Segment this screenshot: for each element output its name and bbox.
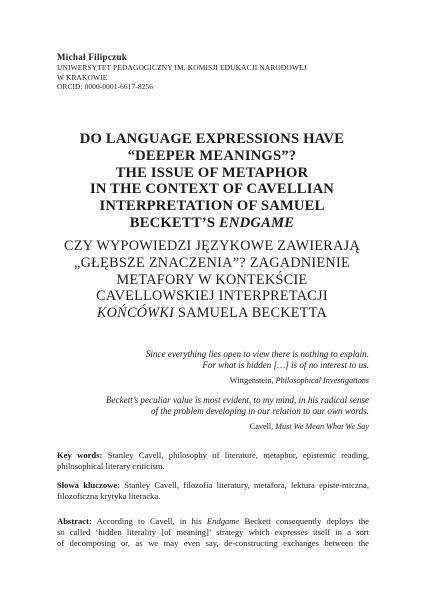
article-title-english	[40, 131, 384, 232]
article-title-polish	[30, 238, 394, 322]
abstract-line	[57, 516, 369, 527]
keywords-label: Key words:	[57, 450, 103, 460]
epigraph-author: Cavell,	[249, 421, 276, 431]
keywords-english	[57, 450, 369, 472]
epigraph-cavell	[69, 395, 369, 432]
author-name: Michał Filipczuk	[57, 52, 128, 62]
title-en-last-line	[40, 215, 384, 232]
title-en-prefix: BECKETT’S	[129, 214, 219, 231]
title-pl-line: „GŁĘBSZE ZNACZENIA”? ZAGADNIENIE	[74, 254, 350, 271]
title-en-line: INTERPRETATION OF SAMUEL	[99, 198, 325, 215]
epigraph-quote: of the problem developing in our relation to our own words.	[151, 406, 369, 417]
abstract-text: Beckett consequently deploys the	[239, 516, 369, 526]
title-en-italic: ENDGAME	[218, 214, 295, 231]
title-pl-italic: KOŃCÓWKI	[96, 305, 175, 322]
author-orcid: ORCID: 0000-0001-6617-8256	[57, 82, 154, 92]
epigraph-quote: Since everything lies open to view there is nothing to explain.	[145, 349, 369, 359]
title-en-line: “DEEPER MEANINGS”?	[127, 147, 297, 164]
epigraph-source	[69, 375, 369, 386]
title-en-line: THE ISSUE OF METAPHOR	[115, 164, 309, 181]
epigraph-author: Wittgenstein,	[229, 375, 276, 385]
author-affiliation-city: W KRAKOWIE	[57, 72, 108, 82]
title-en-line: DO LANGUAGE EXPRESSIONS HAVE	[79, 131, 345, 147]
title-pl-line: CZY WYPOWIEDZI JĘZYKOWE ZAWIERAJĄ	[63, 238, 360, 254]
abstract-line: so called ‘hidden literality [of meaning]’ strategy which expresses itself in a sort	[57, 527, 369, 538]
epigraph-quote: Beckett’s peculiar value is most evident, to my mind, in his radical sense	[106, 395, 369, 405]
epigraph-source	[69, 421, 369, 432]
author-block	[57, 52, 377, 92]
author-affiliation: UNIWERSYTET PEDAGOGICZNY IM. KOMISJI EDUKACJI NARODOWEJ	[57, 63, 307, 72]
epigraph-work: Must We Mean What We Say	[275, 421, 369, 431]
keywords-pl-label: Słowa kluczowe:	[57, 480, 121, 490]
title-pl-last-line	[30, 305, 394, 322]
title-en-line: IN THE CONTEXT OF CAVELLIAN	[89, 181, 335, 198]
abstract-italic: Endgame	[206, 516, 240, 526]
epigraph-quote: For what is hidden […] is of no interest to us.	[202, 360, 369, 371]
epigraph-wittgenstein	[69, 349, 369, 386]
title-pl-suffix: SAMUELA BECKETTA	[174, 305, 328, 322]
keywords-polish	[57, 480, 369, 502]
abstract-line: of decomposing or, as we may even say, de-constructing exchanges between the	[57, 538, 369, 549]
title-pl-line: CAVELLOWSKIEJ INTERPRETACJI	[96, 288, 328, 305]
epigraph-work: Philosophical Investigations	[275, 375, 369, 385]
keywords-pl-text: Stanley Cavell, filozofia literatury, metafora, lektura episte-miczna, filozoficzna krytyka literacka.	[57, 480, 369, 501]
abstract	[57, 516, 369, 550]
title-pl-line: METAFORY W KONTEKŚCIE	[116, 271, 308, 288]
keywords-text: Stanley Cavell, philosophy of literature, metaphor, epistemic reading, philosophical literary criticism.	[57, 450, 370, 471]
abstract-label: Abstract:	[57, 516, 92, 526]
abstract-text: According to Cavell, in his	[91, 516, 207, 526]
